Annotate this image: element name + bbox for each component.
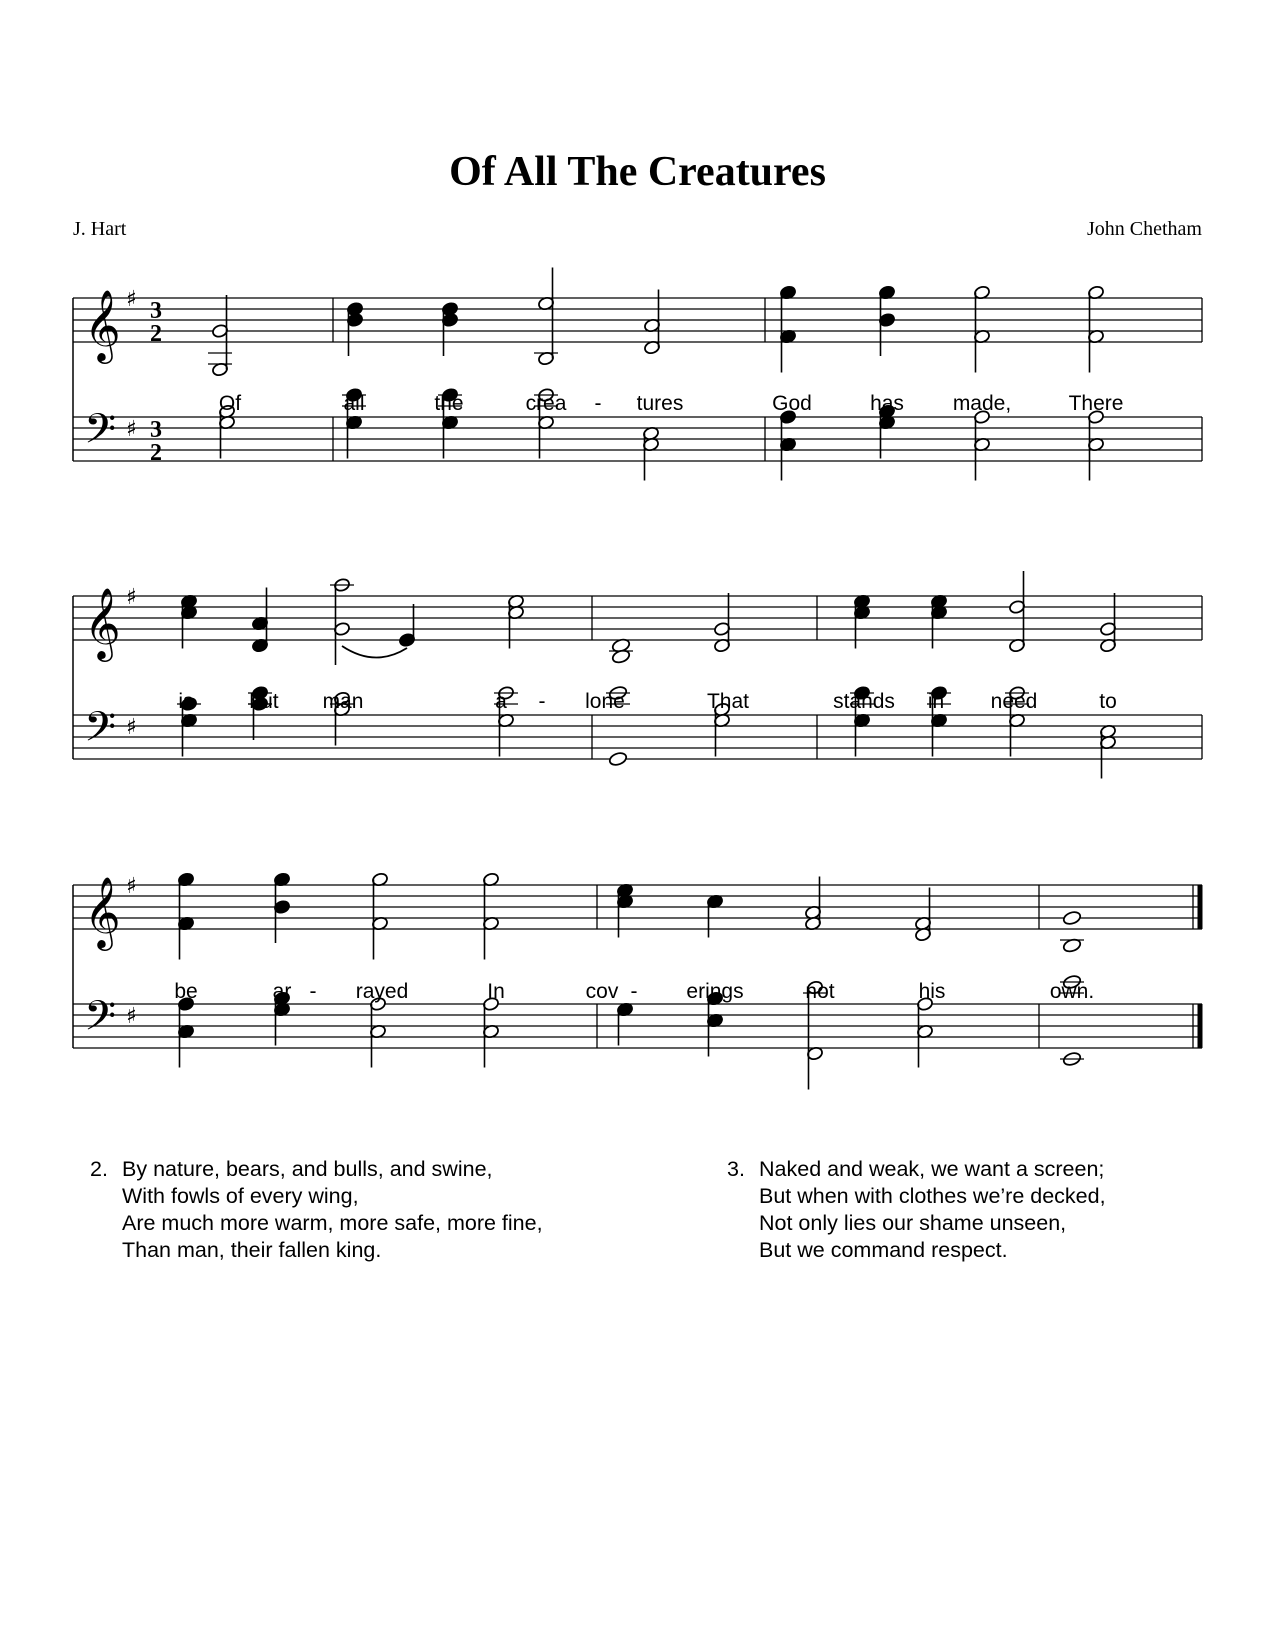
lyric-syllable: In bbox=[487, 980, 505, 1003]
lyric-syllable: has bbox=[870, 392, 904, 415]
bass-clef-icon: 𝄢 bbox=[84, 992, 117, 1050]
lyric-syllable: a bbox=[495, 690, 507, 713]
lyric-syllable: need bbox=[990, 690, 1038, 713]
verse-line: But when with clothes we’re decked, bbox=[759, 1184, 1106, 1208]
treble-clef-icon: 𝄞 bbox=[84, 875, 121, 948]
lyric-syllable: to bbox=[1099, 690, 1117, 713]
hymn-title: Of All The Creatures bbox=[449, 149, 826, 195]
lyric-syllable: rayed bbox=[355, 980, 409, 1003]
verse-2-number: 2. bbox=[90, 1157, 108, 1181]
treble-staff bbox=[73, 872, 1202, 960]
lyric-syllable: own. bbox=[1049, 980, 1095, 1003]
notehead bbox=[608, 751, 628, 767]
bass-staff bbox=[73, 974, 1202, 1089]
lyric-syllable: his bbox=[918, 980, 946, 1003]
bass-clef-icon: 𝄢 bbox=[84, 405, 117, 463]
lyric-syllable: Of bbox=[218, 392, 242, 415]
time-signature-bottom: 2 bbox=[150, 440, 162, 466]
verse-line: Are much more warm, more safe, more fine, bbox=[122, 1211, 543, 1235]
composer-credit: John Chetham bbox=[1087, 218, 1202, 240]
lyric-syllable: in bbox=[927, 690, 945, 713]
lyric-syllable: lone bbox=[585, 690, 625, 713]
lyric-syllable: That bbox=[706, 690, 750, 713]
lyric-syllable: There bbox=[1068, 392, 1124, 415]
time-signature-top: 3 bbox=[150, 298, 162, 324]
treble-staff bbox=[73, 268, 1202, 378]
lyric-syllable: - bbox=[309, 980, 317, 1003]
verse-line: By nature, bears, and bulls, and swine, bbox=[122, 1157, 493, 1181]
lyric-syllable: be bbox=[174, 980, 198, 1003]
time-signature-top: 3 bbox=[150, 417, 162, 443]
lyric-syllable: man bbox=[322, 690, 364, 713]
lyric-syllable: ar bbox=[272, 980, 292, 1003]
verse-line: Not only lies our shame unseen, bbox=[759, 1211, 1067, 1235]
lyric-syllable: - bbox=[594, 392, 602, 415]
sharp-icon: ♯ bbox=[126, 585, 137, 610]
lyric-syllable: - bbox=[538, 690, 546, 713]
lyric-syllable: cov bbox=[585, 980, 619, 1003]
sharp-icon: ♯ bbox=[126, 715, 137, 740]
lyric-syllable: crea bbox=[525, 392, 567, 415]
verse-line: With fowls of every wing, bbox=[122, 1184, 359, 1208]
verse-line: But we command respect. bbox=[759, 1238, 1008, 1262]
slur bbox=[342, 646, 407, 658]
lyric-syllable: tures bbox=[636, 392, 684, 415]
sharp-icon: ♯ bbox=[126, 417, 137, 442]
lyric-syllable: the bbox=[434, 392, 464, 415]
lyric-syllable: stands bbox=[833, 690, 895, 713]
lyric-syllable: is bbox=[178, 690, 194, 713]
lyric-syllable: not bbox=[805, 980, 835, 1003]
verse-3-number: 3. bbox=[727, 1157, 745, 1181]
sharp-icon: ♯ bbox=[126, 874, 137, 899]
bass-clef-icon: 𝄢 bbox=[84, 703, 117, 761]
verse-line: Naked and weak, we want a screen; bbox=[759, 1157, 1105, 1181]
verse-line: Than man, their fallen king. bbox=[122, 1238, 382, 1262]
lyric-syllable: God bbox=[772, 392, 812, 415]
sharp-icon: ♯ bbox=[126, 1004, 137, 1029]
lyric-syllable: made, bbox=[952, 392, 1012, 415]
lyric-syllable: - bbox=[630, 980, 638, 1003]
time-signature-bottom: 2 bbox=[150, 321, 162, 347]
system-1 bbox=[73, 268, 1202, 481]
lyric-syllable: all bbox=[343, 392, 365, 415]
notehead bbox=[1062, 910, 1082, 926]
treble-staff bbox=[73, 571, 1202, 665]
lyricist-credit: J. Hart bbox=[73, 218, 127, 240]
system-2 bbox=[73, 571, 1202, 779]
system-3 bbox=[73, 872, 1202, 1090]
treble-clef-icon: 𝄞 bbox=[84, 288, 121, 361]
sharp-icon: ♯ bbox=[126, 287, 137, 312]
treble-clef-icon: 𝄞 bbox=[84, 586, 121, 659]
lyric-syllable: erings bbox=[686, 980, 744, 1003]
lyric-syllable: but bbox=[249, 690, 279, 713]
